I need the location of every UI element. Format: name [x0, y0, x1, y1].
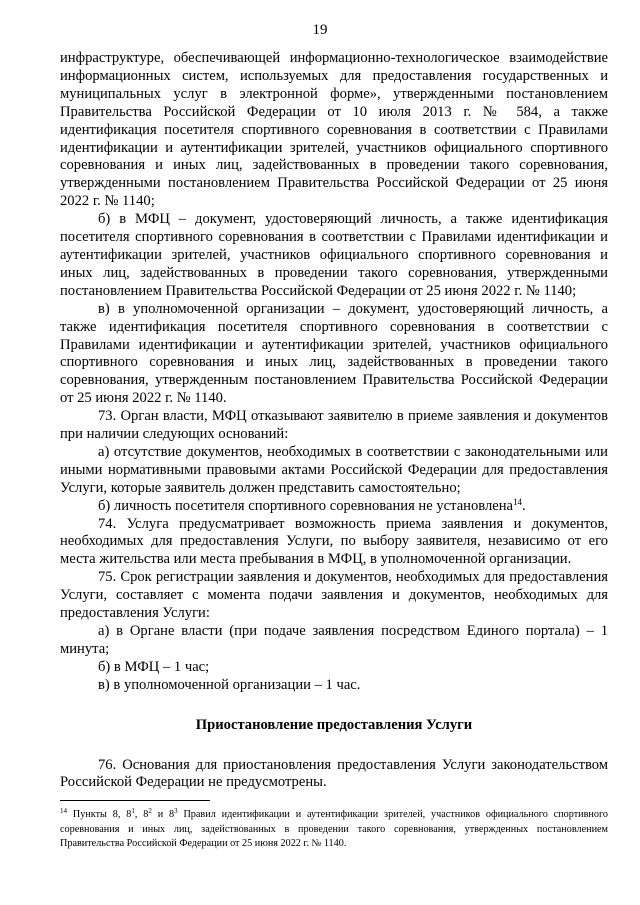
page-number: 19 [312, 22, 328, 38]
footnote-sup-3: 3 [174, 807, 178, 815]
paragraph-75-b: б) в МФЦ – 1 час; [98, 658, 210, 675]
footnote-sep-2: и 8 [151, 809, 175, 820]
paragraph-73-a: а) отсутствие документов, необходимых в соответствии с законодательными или иными нормативными правовыми актами Российской Федерации для предоставления Услуги, которые заявитель должен представить самостоятельно; [60, 443, 608, 496]
footnote-reference: 14 [513, 496, 523, 507]
footnote-sup-2: 2 [148, 807, 152, 815]
paragraph-76: 76. Основания для приостановления предоставления Услуги законодательством Российской Федерации не предусмотрены. [60, 756, 608, 791]
footnote-sep-1: , 8 [134, 809, 149, 820]
paragraph-73-b [60, 498, 608, 516]
document-body [60, 50, 608, 792]
footnote-prefix: Пункты 8, 8 [67, 809, 132, 820]
footnote-text: Правил идентификации и аутентификации зрителей, участников официального спортивного соревнования и иных лиц, задействованных в проведении такого соревнования, утвержденных постановлением Правительства Российской Федерации от 25 июня 2022 г. № 1140. [60, 809, 608, 850]
paragraph-73-b-text: б) личность посетителя спортивного соревнования не установлена [98, 497, 514, 514]
paragraph-74: 74. Услуга предусматривает возможность приема заявления и документов, необходимых для предоставления Услуги, по выбору заявителя, независимо от его места жительства или места пребывания в МФЦ, в уполномоченной организации. [60, 515, 608, 568]
footnote-divider [60, 800, 210, 801]
paragraph-75-a: а) в Органе власти (при подаче заявления посредством Единого портала) – 1 минута; [60, 623, 608, 657]
paragraph-75: 75. Срок регистрации заявления и документов, необходимых для предоставления Услуги, составляет с момента подачи заявления и документов, необходимых для предоставления Услуги: [60, 569, 608, 622]
paragraph-73-b-end: . [522, 497, 526, 514]
paragraph-v-organization: в) в уполномоченной организации – документ, удостоверяющий личность, а также идентификация посетителя спортивного соревнования в соответствии с Правилами идентификации и аутентификации зрителей, участников официального спортивного соревнования и иных лиц, задействованных в проведении такого соревнования, утвержденным постановлением Правительства Российской Федерации от 25 июня 2022 г. № 1140. [60, 300, 608, 407]
footnote [60, 808, 608, 852]
footnote-mark: 14 [60, 807, 67, 815]
paragraph-continuation: инфраструктуре, обеспечивающей информационно-технологическое взаимодействие информационных систем, используемых для предоставления государственных и муниципальных услуг в электронной форме», утвержденными постановлением Правительства Российской Федерации от 10 июля 2013 г. № 584, а также идентификация посетителя спортивного соревнования в соответствии с Правилами идентификации и аутентификации зрителей, участников официального спортивного соревнования и иных лиц, задействованных в проведении такого соревнования, утвержденными постановлением Правительства Российской Федерации от 25 июня 2022 г. № 1140; [60, 50, 608, 210]
paragraph-75-v: в) в уполномоченной организации – 1 час. [98, 676, 361, 693]
footnote-sup-1: 1 [131, 807, 135, 815]
paragraph-b-mfc: б) в МФЦ – документ, удостоверяющий личность, а также идентификация посетителя спортивного соревнования в соответствии с Правилами идентификации и аутентификации зрителей, участников официального спортивного соревнования и иных лиц, задействованных в проведении такого соревнования, утвержденными постановлением Правительства Российской Федерации от 25 июня 2022 г. № 1140; [60, 211, 608, 299]
section-heading: Приостановление предоставления Услуги [195, 716, 473, 733]
paragraph-73: 73. Орган власти, МФЦ отказывают заявителю в приеме заявления и документов при наличии следующих оснований: [60, 408, 608, 443]
